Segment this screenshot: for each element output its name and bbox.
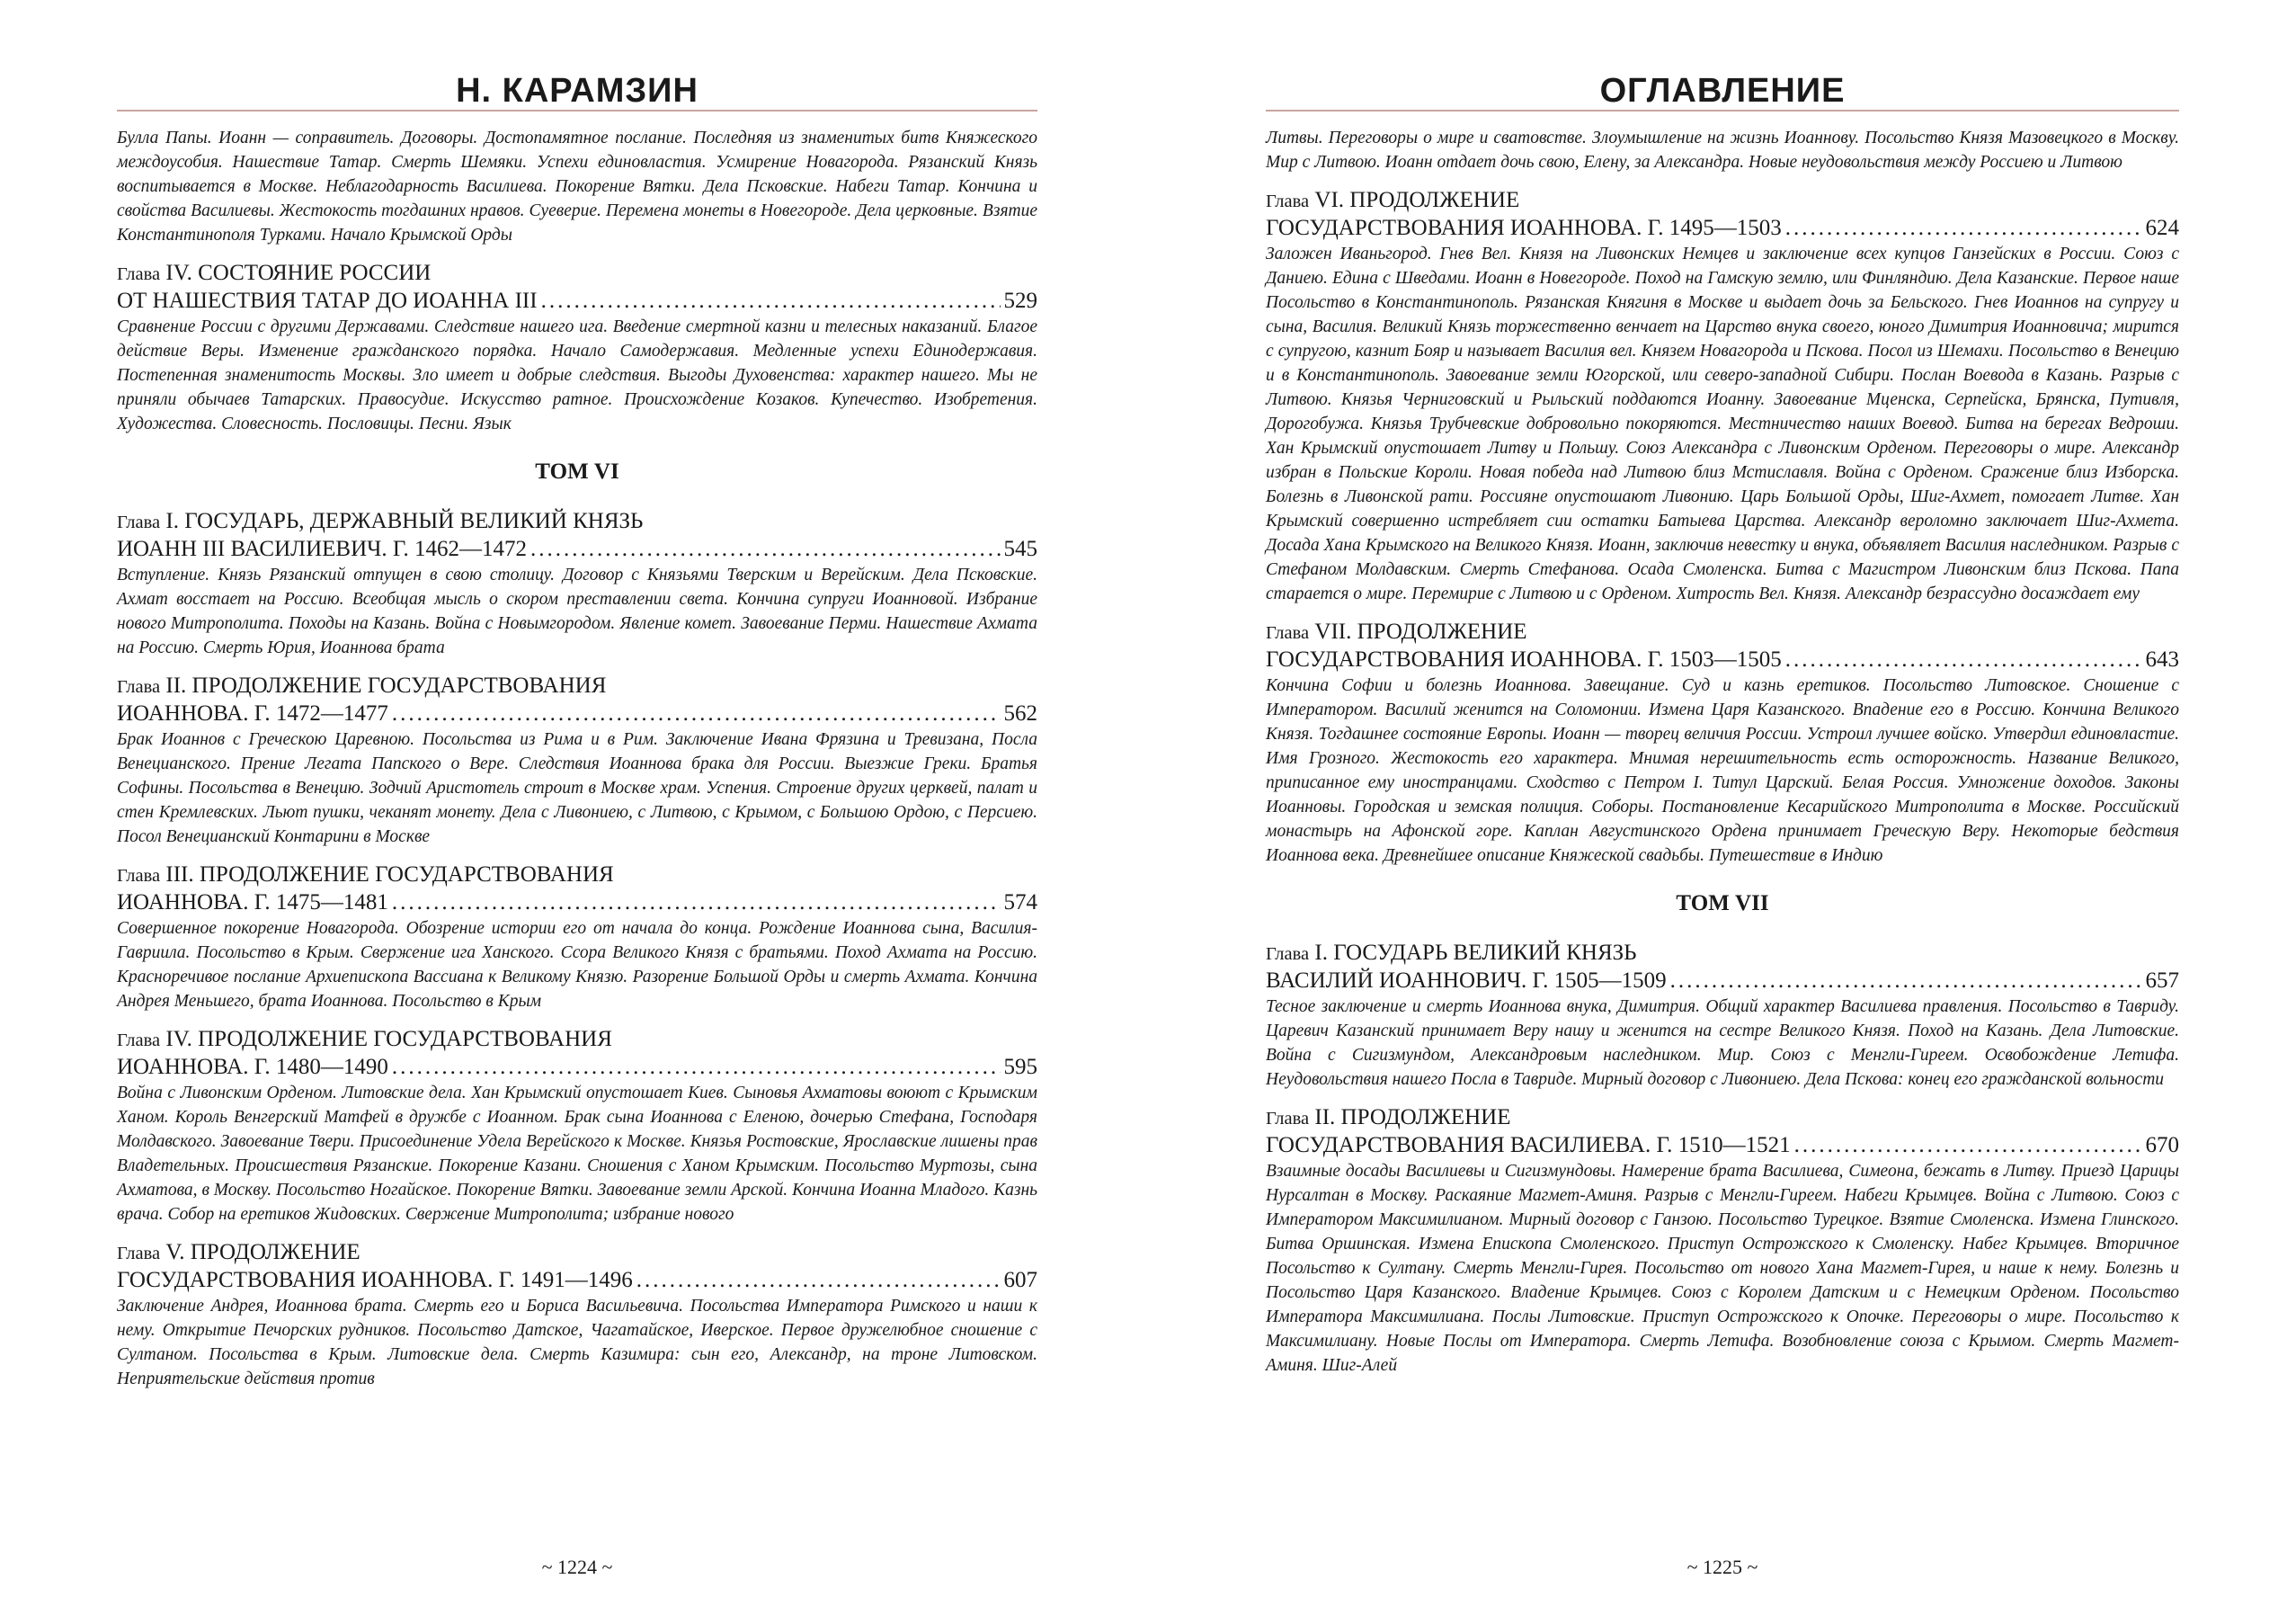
chapter-page-number[interactable]: 529	[1003, 289, 1037, 313]
page-number: ~ 1224 ~	[541, 1556, 613, 1578]
chapter-entry[interactable]	[117, 1239, 1037, 1391]
chapter-title	[117, 1239, 1037, 1267]
chapter-title-line2: ГОСУДАРСТВОВАНИЯ ИОАННОВА. Г. 1495—1503	[1266, 216, 1782, 240]
chapter-title-line	[117, 700, 1037, 727]
dot-leader	[1794, 1132, 2142, 1159]
dot-leader	[392, 1054, 1001, 1081]
chapter-entry[interactable]	[1266, 619, 2179, 868]
chapter-title	[117, 1026, 1037, 1054]
chapter-summary: Тесное заключение и смерть Иоаннова внука, Димитрия. Общий характер Василиева правления. Посольство в Тавриду. Царевич Казанский принимает Веру нашу и женится на сестре Великого Князя. Поход на Казань. Дела Литовские. Война с Сигизмундом, Александровым наследником. Мир. Союз с Менгли-Гиреем. Освобождение Летифа. Неудовольствия нашего Посла в Тавриде. Мирный договор с Ливониею. Дела Пскова: конец его гражданской вольности	[1266, 997, 2179, 1089]
chapter-title-line1: IV. СОСТОЯНИЕ РОССИИ	[165, 261, 432, 285]
chapter-title-line1: VI. ПРОДОЛЖЕНИЕ	[1314, 188, 1520, 212]
chapter-entry[interactable]	[117, 861, 1037, 1013]
continued-summary: Литвы. Переговоры о мире и сватовстве. Злоумышление на жизнь Иоаннову. Посольство Князя Мазовецкого в Москву. Мир с Литвою. Иоанн отдает дочь свою, Елену, за Александра. Новые неудовольствия между Россиею и Литвою	[1266, 129, 2179, 172]
running-header: Н. КАРАМЗИН	[456, 72, 699, 110]
chapter-summary: Кончина Софии и болезнь Иоаннова. Завещание. Суд и казнь еретиков. Посольство Литовское. Сношение с Императором. Василий женится на Соломонии. Измена Царя Казанского. Впадение его в Россию. Кончина Великого Князя. Тогдашнее состояние Европы. Иоанн — творец величия России. Устроил лучшее войско. Утвердил единовластие. Имя Грозного. Жестокость его характера. Мнимая нерешительность есть осторожность. Название Великого, приписанное ему иностранцами. Сходство с Петром I. Титул Царский. Белая Россия. Умножение доходов. Законы Иоанновы. Городская и земская полиция. Соборы. Постановление Кесарийского Митрополита в Москве. Российский монастырь на Афонской горе. Каплан Августинского Ордена принимает Греческую Веру. Некоторые бедствия Иоаннова века. Древнейшее описание Княжеской свадьбы. Путешествие в Индию	[1266, 676, 2179, 865]
chapter-page-number[interactable]: 595	[1003, 1055, 1037, 1079]
chapter-entry[interactable]	[117, 673, 1037, 849]
chapter-label: Глава	[1266, 944, 1310, 964]
chapter-title	[1266, 940, 2179, 968]
chapter-page-number[interactable]: 657	[2145, 968, 2179, 993]
dot-leader	[392, 700, 1001, 727]
chapter-page-number[interactable]: 607	[1003, 1268, 1037, 1292]
page-body	[1266, 126, 2179, 1390]
dot-leader	[392, 889, 1001, 916]
chapter-page-number[interactable]: 545	[1003, 537, 1037, 561]
chapter-title-line1: V. ПРОДОЛЖЕНИЕ	[165, 1240, 360, 1264]
dot-leader	[1670, 968, 2142, 995]
chapter-label: Глава	[1266, 192, 1310, 211]
chapter-title-line2: ГОСУДАРСТВОВАНИЯ ВАСИЛИЕВА. Г. 1510—1521	[1266, 1133, 1791, 1157]
chapter-title-line	[1266, 1132, 2179, 1159]
chapter-title-line1: I. ГОСУДАРЬ, ДЕРЖАВНЫЙ ВЕЛИКИЙ КНЯЗЬ	[165, 509, 644, 533]
dot-leader	[541, 288, 1001, 315]
chapter-title-line2: ИОАННОВА. Г. 1475—1481	[117, 890, 388, 915]
chapter-page-number[interactable]: 670	[2145, 1133, 2179, 1157]
chapter-title	[1266, 1104, 2179, 1132]
chapter-title-line2: ИОАННОВА. Г. 1472—1477	[117, 701, 388, 726]
chapter-title-line	[117, 288, 1037, 315]
chapter-label: Глава	[117, 1244, 161, 1263]
chapter-title-line1: IV. ПРОДОЛЖЕНИЕ ГОСУДАРСТВОВАНИЯ	[165, 1027, 612, 1051]
chapter-summary: Заложен Иваньгород. Гнев Вел. Князя на Ливонских Немцев и заключение всех купцов Ганзейских в России. Союз с Даниею. Едина с Шведами. Иоанн в Новегороде. Поход на Гамскую землю, или Финляндию. Дела Казанские. Первое наше Посольство в Константинополь. Рязанская Княгиня в Москве и выдает дочь за Бельского. Гнев Иоаннов на супругу и сына, Василия. Великий Князь торжественно венчает на Царство внука своего, юного Димитрия Иоанновича; мирится с супругою, казнит Бояр и называет Василия вел. Князем Новагорода и Пскова. Посол из Шемахи. Посольство в Венецию и в Константинополь. Завоевание земли Югорской, или северо-западной Сибири. Послан Воевода в Казань. Разрыв с Литвою. Князья Черниговский и Рыльский поддаются Иоанну. Завоевание Мценска, Серпейска, Брянска, Путивля, Дорогобужа. Князья Трубчевские добровольно покоряются. Местничество наших Воевод. Битва на берегах Ведроши. Хан Крымский опустошает Литву и Польшу. Союз Александра с Ливонским Орденом. Переговоры о мире. Александр избран в Польские Короли. Новая победа над Литвою близ Мстиславля. Война с Орденом. Сражение близ Изборска. Болезнь в Ливонской рати. Россияне опустошают Ливонию. Царь Большой Орды, Шиг-Ахмет, помогает Литве. Хан Крымский совершенно истребляет сии остатки Батыева Царства. Александр вероломно заключает Шиг-Ахмета. Досада Хана Крымского на Великого Князя. Иоанн, заключив невестку и внука, объявляет Василия наследником. Разрыв с Стефаном Молдавским. Смерть Стефанова. Осада Смоленска. Битва с Магистром Ливонским близ Пскова. Папа старается о мире. Перемирие с Литвою и с Орденом. Хитрость Вел. Князя. Александр безрассудно досаждает ему	[1266, 245, 2179, 603]
right-page	[1266, 0, 2179, 1624]
continued-summary: Булла Папы. Иоанн — соправитель. Договоры. Достопамятное послание. Последняя из знаменитых битв Княжеского междоусобия. Нашествие Татар. Смерть Шемяки. Успехи единовластия. Усмирение Новагорода. Рязанский Князь воспитывается в Москве. Неблагодарность Василиева. Покорение Вятки. Дела Псковские. Набеги Татар. Кончина и свойства Василиевы. Жестокость тогдашних нравов. Суеверие. Перемена монеты в Новегороде. Дела церковные. Взятие Константинополя Турками. Начало Крымской Орды	[117, 129, 1037, 245]
page-number: ~ 1225 ~	[1686, 1556, 1758, 1578]
chapter-title-line1: VII. ПРОДОЛЖЕНИЕ	[1314, 620, 1527, 644]
chapter-summary: Взаимные досады Василиевы и Сигизмундовы. Намерение брата Василиева, Симеона, бежать в Литву. Приезд Царицы Нурсалтан в Москву. Раскаяние Магмет-Аминя. Разрыв с Менгли-Гиреем. Набеги Крымцев. Война с Литвою. Союз с Императором Максимилианом. Мирный договор с Ганзою. Посольство Турецкое. Взятие Смоленска. Измена Глинского. Битва Оршинская. Измена Епископа Смоленского. Приступ Острожского к Смоленску. Набег Крымцев. Вторичное Посольство к Султану. Смерть Менгли-Гирея. Посольство от нового Хана Магмет-Гирея, и наше к нему. Болезнь и Посольство Царя Казанского. Владение Крымцев. Союз с Королем Датским и с Немецким Орденом. Посольство Императора Максимилиана. Послы Литовские. Приступ Острожского к Опочке. Переговоры о мире. Посольство к Максимилиану. Новые Послы от Императора. Смерть Летифа. Возобновление союза с Крымом. Смерть Магмет-Аминя. Шиг-Алей	[1266, 1162, 2179, 1375]
chapter-title	[117, 861, 1037, 889]
chapter-summary: Брак Иоаннов с Греческою Царевною. Посольства из Рима и в Рим. Заключение Ивана Фрязина и Тревизана, Посла Венецианского. Прение Легата Папского о Вере. Следствия Иоаннова брака для России. Выезжие Греки. Братья Софины. Посольства в Венецию. Зодчий Аристотель строит в Москве храм. Успения. Строение других церквей, палат и стен Кремлевских. Льют пушки, чеканят монету. Дела с Ливониею, с Литвою, с Крымом, с Большою Ордою, с Персиею. Посол Венецианский Контарини в Москве	[117, 730, 1037, 846]
chapter-label: Глава	[117, 866, 161, 886]
dot-leader	[530, 536, 1000, 563]
chapter-title-line1: II. ПРОДОЛЖЕНИЕ ГОСУДАРСТВОВАНИЯ	[165, 674, 607, 698]
chapter-label: Глава	[117, 513, 161, 532]
chapter-title	[117, 508, 1037, 536]
chapter-label: Глава	[1266, 1109, 1310, 1129]
chapter-page-number[interactable]: 562	[1003, 701, 1037, 726]
chapter-title-line	[1266, 968, 2179, 995]
chapter-entry[interactable]	[1266, 1104, 2179, 1378]
chapter-list	[117, 508, 1037, 1391]
chapter-title-line	[117, 536, 1037, 563]
chapter-summary: Заключение Андрея, Иоаннова брата. Смерть его и Бориса Васильевича. Посольства Императора Римского и наши к нему. Открытие Печорских рудников. Посольство Датское, Чагатайское, Иверское. Первое дружелюбное сношение с Султаном. Посольства в Крым. Литовские дела. Смерть Казимира: сын его, Александр, на троне Литовском. Неприятельские действия против	[117, 1297, 1037, 1388]
chapter-title	[117, 260, 1037, 288]
chapter-title-line2: ИОАНН III ВАСИЛИЕВИЧ. Г. 1462—1472	[117, 537, 528, 561]
chapter-title-line2: ВАСИЛИЙ ИОАННОВИЧ. Г. 1505—1509	[1266, 968, 1667, 993]
left-page	[117, 0, 1037, 1624]
chapter-title-line2: ГОСУДАРСТВОВАНИЯ ИОАННОВА. Г. 1491—1496	[117, 1268, 633, 1292]
chapter-title-line1: III. ПРОДОЛЖЕНИЕ ГОСУДАРСТВОВАНИЯ	[165, 862, 614, 887]
chapter-entry[interactable]	[117, 1026, 1037, 1227]
volume-heading: ТОМ VII	[1676, 891, 1769, 915]
chapter-page-number[interactable]: 643	[2145, 647, 2179, 672]
chapter-title-line1: II. ПРОДОЛЖЕНИЕ	[1314, 1105, 1511, 1129]
chapter-entry[interactable]	[1266, 940, 2179, 1092]
chapter-title-line2: ОТ НАШЕСТВИЯ ТАТАР ДО ИОАННА III	[117, 289, 538, 313]
chapter-label: Глава	[117, 677, 161, 697]
chapter-list	[117, 260, 1037, 436]
dot-leader	[1785, 215, 2142, 242]
chapter-entry[interactable]	[117, 260, 1037, 436]
chapter-label: Глава	[1266, 623, 1310, 643]
chapter-title-line2: ИОАННОВА. Г. 1480—1490	[117, 1055, 388, 1079]
chapter-title	[117, 673, 1037, 700]
chapter-title-line	[1266, 215, 2179, 242]
chapter-title	[1266, 619, 2179, 647]
chapter-page-number[interactable]: 624	[2145, 216, 2179, 240]
page-body	[117, 126, 1037, 1404]
dot-leader	[1785, 647, 2142, 674]
chapter-summary: Сравнение России с другими Державами. Следствие нашего ига. Введение смертной казни и телесных наказаний. Благое действие Веры. Изменение гражданского порядка. Начало Самодержавия. Медленные успехи Единодержавия. Постепенная знаменитость Москвы. Зло имеет и добрые следствия. Выгоды Духовенства: характер нашего. Мы не приняли обычаев Татарских. Правосудие. Искусство ратное. Происхождение Козаков. Купечество. Изобретения. Художества. Словесность. Пословицы. Песни. Язык	[117, 317, 1037, 433]
chapter-list	[1266, 187, 2179, 868]
chapter-entry[interactable]	[1266, 187, 2179, 606]
dot-leader	[636, 1267, 1001, 1294]
chapter-label: Глава	[117, 1031, 161, 1050]
chapter-summary: Война с Ливонским Орденом. Литовские дела. Хан Крымский опустошает Киев. Сыновья Ахматовы воюют с Крымским Ханом. Король Венгерский Матфей в дружбе с Иоанном. Брак сына Иоаннова с Еленою, дочерью Стефана, Господаря Молдавского. Завоевание Твери. Присоединение Удела Верейского к Москве. Князья Ростовские, Ярославские лишены прав Владетельных. Происшествия Рязанские. Покорение Казани. Сношения с Ханом Крымским. Посольство Муртозы, сына Ахматова, в Москву. Посольство Ногайское. Покорение Вятки. Завоевание земли Арской. Кончина Иоанна Младого. Казнь врача. Собор на еретиков Жидовских. Свержение Митрополита; избрание нового	[117, 1084, 1037, 1224]
chapter-title-line	[117, 1267, 1037, 1294]
chapter-title-line	[117, 889, 1037, 916]
chapter-list	[1266, 940, 2179, 1378]
chapter-summary: Вступление. Князь Рязанский отпущен в свою столицу. Договор с Князьями Тверским и Верейским. Дела Псковские. Ахмат восстает на Россию. Всеобщая мысль о скором преставлении света. Кончина супруги Иоанновой. Избрание нового Митрополита. Походы на Казань. Война с Новымгородом. Явление комет. Завоевание Перми. Нашествие Ахмата на Россию. Смерть Юрия, Иоаннова брата	[117, 566, 1037, 657]
chapter-summary: Совершенное покорение Новагорода. Обозрение истории его от начала до конца. Рождение Иоаннова сына, Василия-Гавриила. Посольство в Крым. Свержение ига Ханского. Ссора Великого Князя с братьями. Поход Ахмата на Россию. Красноречивое послание Архиепископа Вассиана к Великому Князю. Разорение Большой Орды и смерть Ахмата. Кончина Андрея Меньшего, брата Иоаннова. Посольство в Крым	[117, 919, 1037, 1011]
chapter-title-line1: I. ГОСУДАРЬ ВЕЛИКИЙ КНЯЗЬ	[1314, 941, 1637, 965]
running-header: ОГЛАВЛЕНИЕ	[1599, 72, 1846, 110]
chapter-page-number[interactable]: 574	[1003, 890, 1037, 915]
chapter-entry[interactable]	[117, 508, 1037, 660]
chapter-title-line2: ГОСУДАРСТВОВАНИЯ ИОАННОВА. Г. 1503—1505	[1266, 647, 1782, 672]
header-rule	[117, 110, 1037, 112]
chapter-title	[1266, 187, 2179, 215]
header-rule	[1266, 110, 2179, 112]
chapter-title-line	[1266, 647, 2179, 674]
volume-heading: ТОМ VI	[535, 460, 619, 484]
chapter-label: Глава	[117, 264, 161, 284]
chapter-title-line	[117, 1054, 1037, 1081]
